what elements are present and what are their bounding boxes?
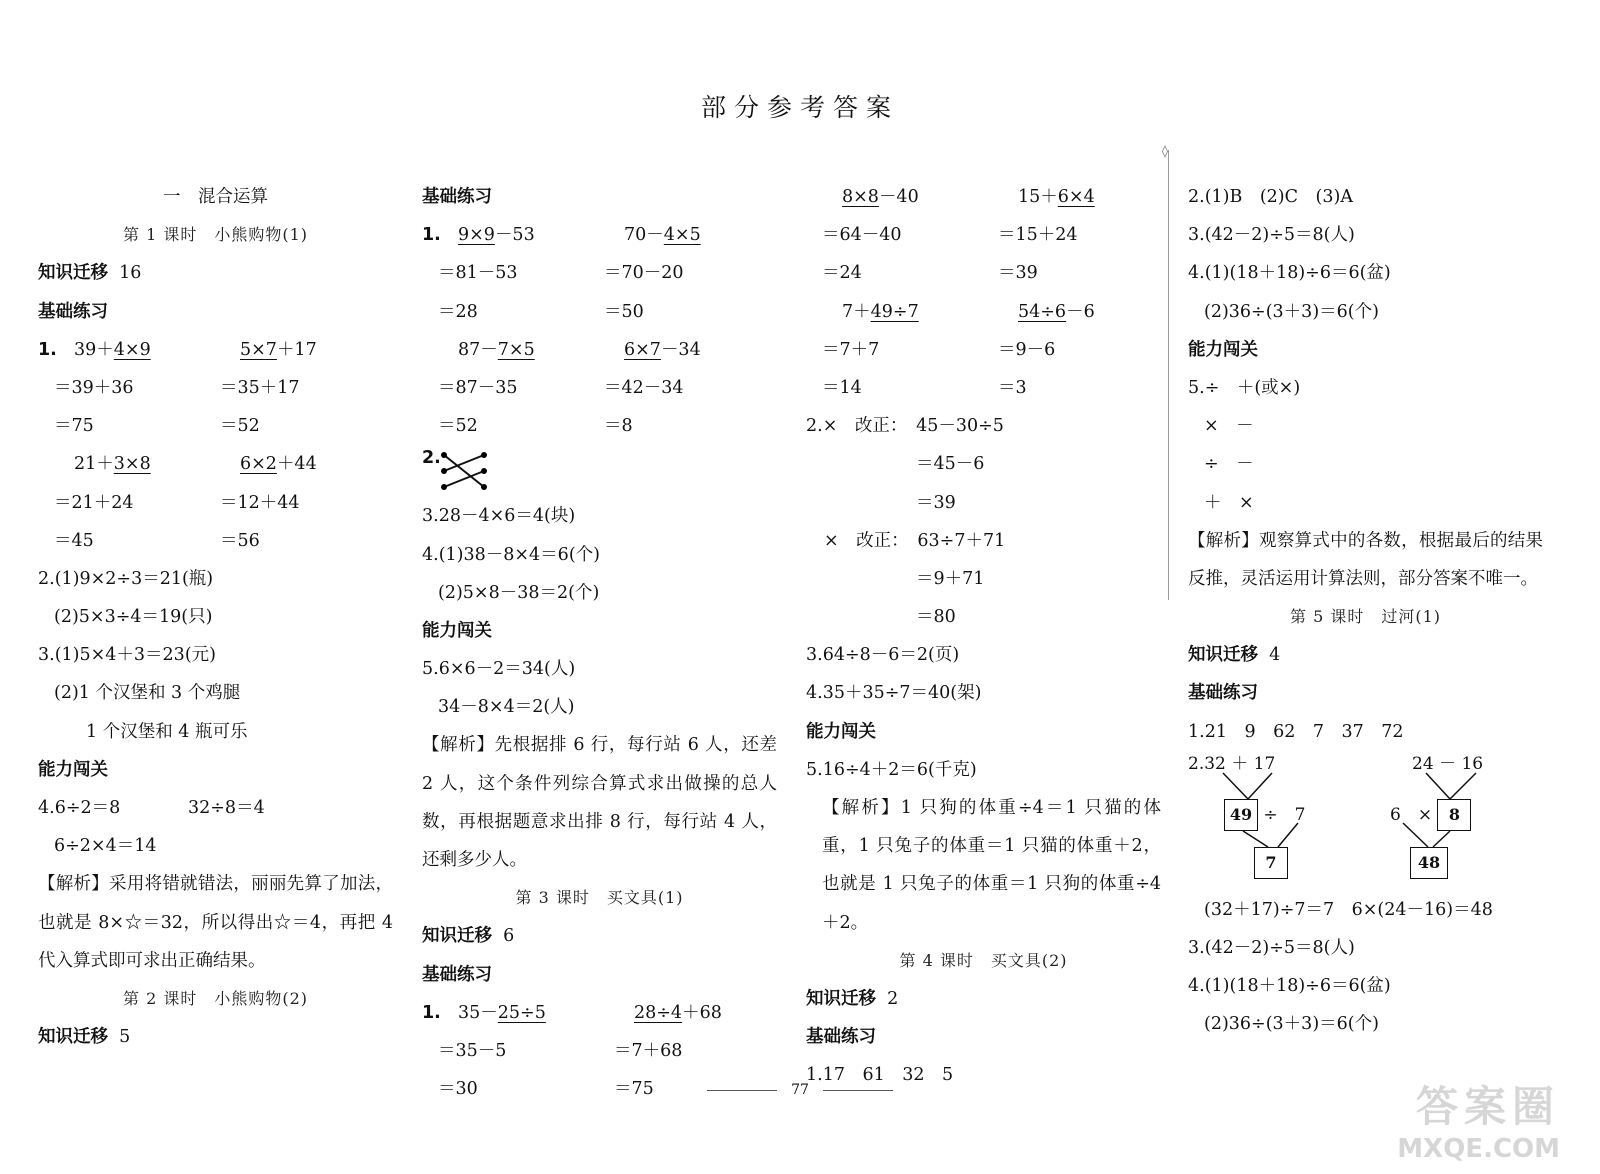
answer-line: 4.(1)38－8×4＝6(个) [422, 544, 600, 565]
divider-ornament-icon: ◊ [1162, 144, 1168, 158]
answer-box: 49 [1224, 799, 1258, 831]
answer-box: 7 [1254, 847, 1288, 879]
question-number: 2. [422, 448, 441, 469]
expr-underlined: 6×4 [1057, 187, 1095, 207]
answer-line: 3.28－4×6＝4(块) [422, 506, 576, 527]
lesson-title: 第 2 课时 小熊购物(2) [122, 988, 309, 1008]
section-heading: 知识迁移 [422, 926, 492, 947]
lesson-title: 第 3 课时 买文具(1) [515, 888, 684, 908]
tree-operator: 6 × [1390, 804, 1433, 825]
answer-line: (32＋17)÷7＝7 6×(24－16)＝48 [1204, 899, 1493, 920]
expr-part: 7＋ [842, 301, 871, 322]
section-heading: 基础练习 [806, 1027, 876, 1048]
watermark [1397, 1074, 1560, 1164]
expr-part: －6 [1066, 301, 1095, 322]
answer: 5 [119, 1027, 131, 1048]
step: ＝24 [822, 263, 862, 284]
section-heading: 能力闯关 [1188, 339, 1258, 360]
step: ＝21＋24 [54, 492, 134, 513]
expr-part: 21＋ [74, 454, 114, 475]
section-heading: 知识迁移 [806, 989, 876, 1009]
watermark-url: MXQE.COM [1397, 1134, 1560, 1164]
expr-underlined: 7×5 [497, 339, 535, 360]
explanation: 【解析】先根据排 6 行，每行站 6 人，还差 2 人，这个条件列综合算式求出做操的总人数，再根据题意求出排 8 行，每行站 4 人，还剩多少人。 [422, 735, 777, 871]
step: ＝75 [54, 416, 94, 437]
expr-part: 87－ [458, 339, 498, 360]
answer: 2 [887, 989, 899, 1009]
page-number: 77 [791, 1082, 809, 1098]
step: ＝45－6 [916, 454, 985, 475]
answer-line: 4.35＋35÷7＝40(架) [806, 683, 982, 704]
answer-line: 1.21 9 62 7 37 72 [1188, 721, 1404, 742]
expr-part: －53 [494, 225, 535, 246]
lesson-title: 第 1 课时 小熊购物(1) [122, 225, 309, 245]
answer-line: 5.6×6－2＝34(人) [422, 659, 576, 680]
section-heading: 能力闯关 [806, 721, 876, 742]
answer: 16 [119, 263, 142, 284]
step: ＝80 [916, 607, 956, 628]
step: ＝8 [604, 416, 633, 437]
answer-line: (2)36÷(3＋3)＝6(个) [1204, 1014, 1379, 1035]
step: ＝35－5 [438, 1041, 507, 1061]
step: ＝52 [220, 416, 260, 437]
expr-part: ＋68 [682, 1002, 722, 1023]
answer-line: (2)5×8－38＝2(个) [438, 582, 600, 603]
expr-part: 15＋ [1018, 187, 1058, 207]
answer-line: 3.(42－2)÷5＝8(人) [1188, 225, 1355, 246]
column-divider [1168, 150, 1169, 600]
section-heading: 基础练习 [1188, 683, 1258, 704]
question-number: 1. [422, 225, 441, 246]
answer-line: (2)1 个汉堡和 3 个鸡腿 [54, 683, 241, 704]
answer-line: ÷ － [1204, 454, 1254, 475]
answer: 4 [1269, 645, 1281, 666]
answer-line: 3.64÷8－6＝2(页) [806, 645, 960, 666]
column-2 [422, 178, 777, 1108]
question-number: 1. [38, 339, 57, 360]
expr-part: 35－ [458, 1002, 498, 1023]
step: ＝75 [614, 1079, 654, 1100]
expr-underlined: 6×7 [624, 339, 661, 360]
column-1 [38, 178, 393, 1056]
step: ＝39 [916, 492, 956, 513]
cross-matching-icon [440, 451, 488, 491]
step: ＝9＋71 [916, 568, 985, 589]
expr-underlined: 49÷7 [870, 301, 919, 322]
step: ＝64－40 [822, 225, 902, 246]
expr-underlined: 4×9 [113, 339, 151, 360]
explanation: 【解析】观察算式中的各数，根据最后的结果反推，灵活运用计算法则，部分答案不唯一。 [1188, 530, 1543, 589]
question-number: 1. [422, 1002, 441, 1023]
step: ＝30 [438, 1079, 478, 1100]
section-heading: 基础练习 [422, 964, 492, 985]
step: ＝3 [998, 377, 1027, 398]
answer-line: 5.16÷4＋2＝6(千克) [806, 759, 977, 780]
expr-underlined: 4×5 [663, 225, 701, 246]
section-heading: 知识迁移 [38, 263, 108, 284]
answer-line: × － [1204, 416, 1254, 437]
section-heading: 知识迁移 [1188, 645, 1258, 666]
answer-line: 34－8×4＝2(人) [438, 697, 575, 718]
expr-underlined: 25÷5 [497, 1002, 546, 1023]
step: ＝87－35 [438, 377, 518, 398]
section-heading: 基础练习 [422, 187, 492, 207]
step: ＝14 [822, 377, 862, 398]
answer: 6 [503, 926, 515, 947]
answer-line: 3.(1)5×4＋3＝23(元) [38, 645, 216, 666]
expr-part: 39＋ [74, 339, 114, 360]
column-4 [1188, 178, 1543, 1044]
answer-line: 1.17 61 32 5 [806, 1065, 954, 1086]
step: ＝81－53 [438, 263, 518, 284]
explanation: 【解析】采用将错就错法，丽丽先算了加法，也就是 8×☆＝32，所以得出☆＝4，再把 4 代入算式即可求出正确结果。 [38, 874, 393, 971]
expr-part: ＋17 [276, 339, 317, 360]
explanation: 【解析】1 只狗的体重÷4＝1 只猫的体重，1 只兔子的体重＝1 只猫的体重＋2，也就是 1 只兔子的体重＝1 只狗的体重÷4＋2。 [822, 798, 1161, 933]
answer-line: 3.(42－2)÷5＝8(人) [1188, 938, 1355, 959]
chapter-title: 一 混合运算 [163, 187, 268, 207]
step: ＝35＋17 [220, 377, 300, 398]
lesson-title: 第 4 课时 买文具(2) [899, 950, 1068, 970]
footer-ornament-icon [823, 1090, 893, 1091]
tree-expression: 24 － 16 [1412, 753, 1484, 774]
answer-line: × 改正： 63÷7＋71 [824, 530, 1006, 551]
expr-underlined: 3×8 [113, 454, 151, 475]
page-title: 部分参考答案 [700, 93, 899, 122]
step: ＝15＋24 [998, 225, 1078, 246]
expr-underlined: 5×7 [240, 339, 277, 360]
step: ＝7＋7 [822, 339, 880, 360]
answer-box: 8 [1437, 799, 1471, 831]
answer-line: (2)5×3÷4＝19(只) [54, 607, 213, 628]
answer-line: 6÷2×4＝14 [54, 836, 157, 857]
step: ＝39 [998, 263, 1038, 284]
expr-underlined: 54÷6 [1018, 301, 1067, 322]
expr-underlined: 9×9 [458, 225, 495, 246]
step: ＝12＋44 [220, 492, 300, 513]
footer-ornament-icon [707, 1090, 777, 1091]
answer-line: 2.(1)9×2÷3＝21(瓶) [38, 568, 214, 589]
expr-part: ＋44 [276, 454, 317, 475]
tree-expression: 2.32 ＋ 17 [1188, 753, 1276, 774]
answer-line: 1 个汉堡和 4 瓶可乐 [86, 721, 248, 742]
answer-line: (2)36÷(3＋3)＝6(个) [1204, 301, 1379, 322]
answer-line: 4.(1)(18＋18)÷6＝6(盆) [1188, 976, 1391, 997]
expr-part: 70－ [624, 225, 664, 246]
section-heading: 基础练习 [38, 301, 108, 322]
answer-box: 48 [1410, 847, 1448, 879]
expr-underlined: 28÷4 [634, 1002, 683, 1023]
expr-part: －40 [878, 187, 919, 207]
answer-line: 4.(1)(18＋18)÷6＝6(盆) [1188, 263, 1391, 284]
answer-line: 32÷8＝4 [188, 798, 265, 818]
step: ＝39＋36 [54, 377, 134, 398]
page-footer [0, 1082, 1600, 1098]
step: ＝52 [438, 416, 478, 437]
expr-part: －34 [660, 339, 701, 360]
expr-underlined: 6×2 [240, 454, 277, 475]
calculation-trees [1188, 751, 1543, 891]
step: ＝50 [604, 301, 644, 322]
step: ＝28 [438, 301, 478, 322]
section-heading: 能力闯关 [422, 620, 492, 641]
step: ＝70－20 [604, 263, 684, 284]
column-3 [806, 178, 1161, 1095]
section-heading: 能力闯关 [38, 759, 108, 780]
answer-line: 4.6÷2＝8 [38, 798, 121, 818]
lesson-title: 第 5 课时 过河(1) [1289, 607, 1442, 627]
step: ＝56 [220, 530, 260, 551]
step: ＝45 [54, 530, 94, 551]
step: ＝9－6 [998, 339, 1056, 360]
tree-operator: ÷ 7 [1263, 804, 1306, 825]
answer-line: 5.÷ ＋(或×) [1188, 377, 1301, 398]
watermark-text: 答案圈 [1415, 1082, 1560, 1131]
step: ＝7＋68 [614, 1041, 683, 1061]
answer-line: ＋ × [1204, 492, 1254, 513]
answer-line: 2.× 改正： 45－30÷5 [806, 416, 1004, 437]
expr-underlined: 8×8 [842, 187, 879, 207]
answer-line: 2.(1)B (2)C (3)A [1188, 187, 1353, 207]
section-heading: 知识迁移 [38, 1027, 108, 1048]
step: ＝42－34 [604, 377, 684, 398]
